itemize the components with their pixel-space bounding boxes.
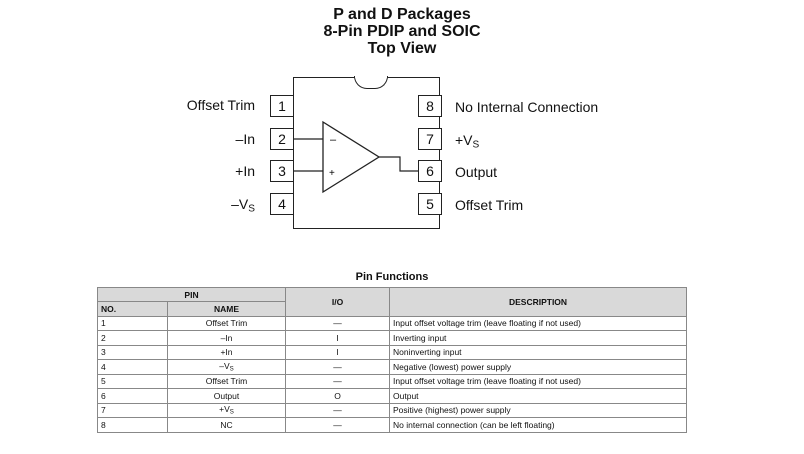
table-row: 6 Output O Output bbox=[98, 389, 687, 404]
amp-minus-sign: – bbox=[330, 134, 337, 146]
header-pin: PIN bbox=[98, 288, 286, 302]
op-amp-triangle bbox=[323, 122, 379, 192]
header-description: DESCRIPTION bbox=[390, 288, 687, 317]
table-row: 3 +In I Noninverting input bbox=[98, 345, 687, 360]
pin-4-label: $-V_S$ bbox=[231, 196, 255, 215]
title-line-3: Top View bbox=[367, 40, 437, 57]
pin-3-label: +In bbox=[235, 163, 255, 179]
header-no: NO. bbox=[98, 302, 168, 317]
header-io: I/O bbox=[286, 288, 390, 317]
title-line-1: P and D Packages bbox=[333, 6, 471, 23]
pin-2-box: 2 bbox=[270, 128, 294, 150]
pin-6-box: 6 bbox=[418, 160, 442, 182]
pin-8-label: No Internal Connection bbox=[455, 99, 599, 115]
pin-2-label: –In bbox=[235, 131, 255, 147]
title-line-2: 8-Pin PDIP and SOIC bbox=[323, 23, 481, 40]
pin-3-box: 3 bbox=[270, 160, 294, 182]
pin-6-label: Output bbox=[455, 164, 498, 180]
pin-5-label: Offset Trim bbox=[455, 197, 524, 213]
table-caption: Pin Functions bbox=[355, 271, 429, 283]
amp-plus-sign: + bbox=[329, 168, 335, 179]
pin-7-box: 7 bbox=[418, 128, 442, 150]
table-row: 5 Offset Trim — Input offset voltage trim (leave floating if not used) bbox=[98, 374, 687, 389]
header-name: NAME bbox=[168, 302, 286, 317]
pin-functions-table bbox=[97, 287, 687, 433]
pin-8-box: 8 bbox=[418, 95, 442, 117]
table-row: 4 $-V_S$ — Negative (lowest) power supply bbox=[98, 360, 687, 375]
table-row: 7 $+V_S$ — Positive (highest) power supply bbox=[98, 403, 687, 418]
pin-1-label: Offset Trim bbox=[186, 97, 255, 113]
pin-1-box: 1 bbox=[270, 95, 294, 117]
table-row: 2 –In I Inverting input bbox=[98, 331, 687, 346]
table-row: 8 NC — No internal connection (can be left floating) bbox=[98, 418, 687, 433]
pin-4-box: 4 bbox=[270, 193, 294, 215]
pin-5-box: 5 bbox=[418, 193, 442, 215]
table-row: 1 Offset Trim — Input offset voltage trim (leave floating if not used) bbox=[98, 316, 687, 331]
pin-7-label: $+V_S$ bbox=[455, 132, 480, 151]
